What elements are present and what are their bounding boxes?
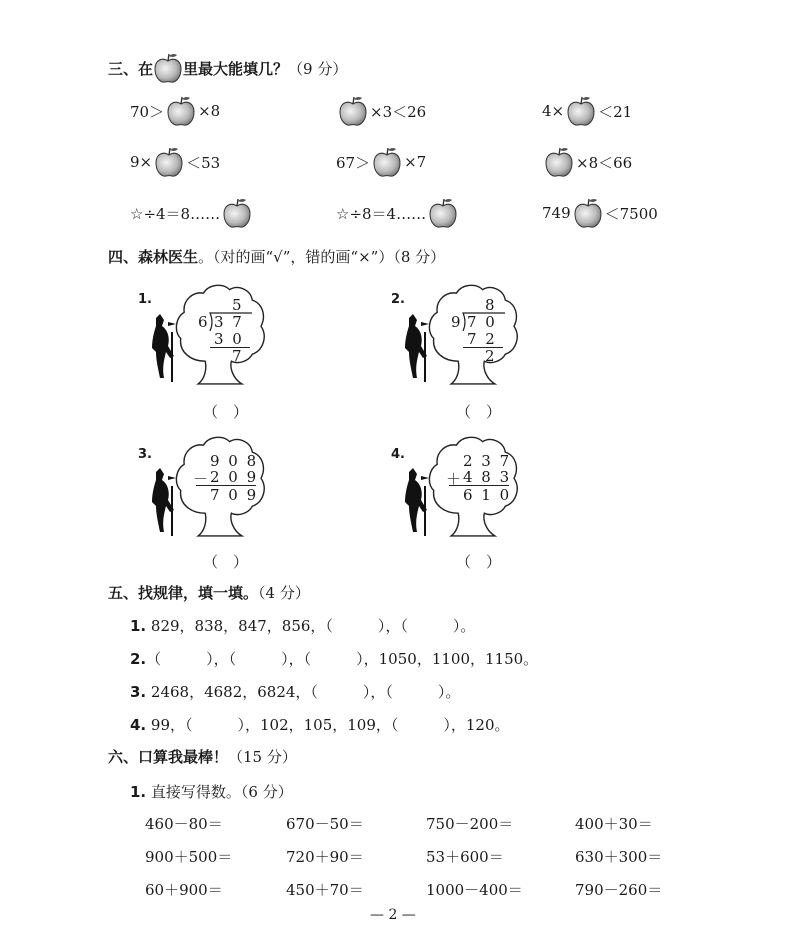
row-text: 2468，4682，6824，（ ），（ ）。 bbox=[146, 683, 461, 701]
pattern-row bbox=[130, 648, 538, 669]
expr-prefix: ☆÷4＝8…… bbox=[130, 204, 221, 223]
expr-prefix: ☆÷8＝4…… bbox=[336, 204, 427, 223]
judge-blank[interactable]: （ ） bbox=[456, 403, 502, 421]
subtrahend: 3 0 bbox=[214, 330, 244, 348]
section-3-title-2: 里最大能填几？ bbox=[183, 59, 289, 78]
section-5-points: （4 分） bbox=[258, 584, 310, 602]
expr-prefix: 9× bbox=[130, 153, 153, 171]
arithmetic-problem: 460－80＝ bbox=[145, 815, 223, 833]
expr-prefix: 4× bbox=[542, 102, 565, 120]
section-5-title: 五、找规律，填一填。 bbox=[108, 584, 259, 602]
expr-suffix: ＜53 bbox=[186, 153, 221, 172]
expr-suffix: ×7 bbox=[404, 153, 427, 171]
apple-blank-icon[interactable] bbox=[154, 146, 184, 178]
subtrahend: 7 2 bbox=[467, 330, 497, 348]
arithmetic-problem: 1000－400＝ bbox=[426, 881, 523, 899]
judge-blank[interactable]: （ ） bbox=[203, 553, 249, 571]
expr-suffix: ×8＜66 bbox=[576, 153, 633, 172]
apple-blank-icon[interactable] bbox=[222, 197, 252, 229]
arithmetic-problem: 53＋600＝ bbox=[426, 848, 504, 866]
arithmetic-problem: 720＋90＝ bbox=[286, 848, 364, 866]
arithmetic-problem: 60＋900＝ bbox=[145, 881, 223, 899]
page-number: — 2 — bbox=[370, 907, 416, 923]
section-5-header bbox=[108, 582, 310, 603]
pattern-row bbox=[130, 681, 460, 702]
pattern-row bbox=[130, 615, 475, 636]
item-label: 4. bbox=[391, 447, 405, 462]
apple-blank-icon[interactable] bbox=[338, 95, 368, 127]
item-label: 1. bbox=[138, 292, 152, 307]
result: 7 0 9 bbox=[210, 486, 259, 504]
expr-prefix: 67＞ bbox=[336, 153, 371, 172]
arithmetic-problem: 750－200＝ bbox=[426, 815, 514, 833]
judge-blank[interactable]: （ ） bbox=[456, 553, 502, 571]
apple-item bbox=[336, 95, 426, 127]
dividend: 3 7 bbox=[214, 313, 244, 331]
apple-item bbox=[130, 197, 254, 229]
item-label: 2. bbox=[391, 292, 405, 307]
row-text: （ ），（ ），（ ），1050，1100，1150。 bbox=[146, 650, 539, 668]
quotient: 8 bbox=[485, 296, 495, 314]
section-4-desc: 。（对的画“√”，错的画“×”）（8 分） bbox=[198, 248, 446, 266]
operator: ＋ bbox=[446, 470, 462, 488]
apple-blank-icon[interactable] bbox=[573, 197, 603, 229]
section-6-header bbox=[108, 746, 297, 767]
item-label: 3. bbox=[138, 447, 152, 462]
arithmetic-problem: 450＋70＝ bbox=[286, 881, 364, 899]
section-4-header bbox=[108, 246, 445, 267]
apple-item bbox=[130, 146, 220, 178]
pattern-row bbox=[130, 714, 510, 735]
apple-blank-icon[interactable] bbox=[566, 95, 596, 127]
row-number: 3. bbox=[130, 683, 147, 701]
section-3-points: （9 分） bbox=[288, 59, 348, 78]
section-6-title: 六、口算我最棒！ bbox=[108, 748, 229, 766]
addend-b: 4 8 3 bbox=[463, 468, 512, 486]
row-number: 1. bbox=[130, 617, 147, 635]
divisor: 9 bbox=[451, 313, 461, 331]
addend-a: 9 0 8 bbox=[210, 452, 259, 470]
expr-suffix: ×3＜26 bbox=[370, 102, 427, 121]
addend-b: 2 0 9 bbox=[210, 468, 259, 486]
row-number: 4. bbox=[130, 716, 147, 734]
apple-item bbox=[336, 146, 426, 178]
apple-blank-icon[interactable] bbox=[372, 146, 402, 178]
result: 6 1 0 bbox=[463, 486, 512, 504]
row-text: 829，838，847，856，（ ），（ ）。 bbox=[146, 617, 476, 635]
subsection-1-header bbox=[130, 781, 293, 802]
apple-blank-icon[interactable] bbox=[428, 197, 458, 229]
arithmetic-problem: 900＋500＝ bbox=[145, 848, 233, 866]
calc-line bbox=[463, 347, 503, 348]
quotient: 5 bbox=[232, 296, 242, 314]
apple-item bbox=[130, 95, 220, 127]
remainder: 2 bbox=[485, 347, 495, 365]
apple-blank-icon[interactable] bbox=[544, 146, 574, 178]
arithmetic-problem: 670－50＝ bbox=[286, 815, 364, 833]
expr-prefix: 749 bbox=[542, 204, 571, 222]
addend-a: 2 3 7 bbox=[463, 452, 512, 470]
apple-item bbox=[542, 146, 632, 178]
subsection-title: 直接写得数。 bbox=[146, 783, 241, 801]
divisor: 6 bbox=[198, 313, 208, 331]
operator: － bbox=[193, 470, 209, 488]
calc-line bbox=[210, 347, 250, 348]
section-3-header bbox=[108, 52, 347, 84]
row-text: 99，（ ），102，105，109，（ ），120。 bbox=[146, 716, 510, 734]
apple-item bbox=[542, 95, 632, 127]
arithmetic-problem: 400＋30＝ bbox=[575, 815, 653, 833]
section-6-points: （15 分） bbox=[228, 748, 297, 766]
apple-icon bbox=[153, 52, 183, 84]
section-4-title: 四、森林医生 bbox=[108, 248, 199, 266]
section-3-title: 三、在 bbox=[108, 59, 154, 78]
apple-item bbox=[336, 197, 460, 229]
arithmetic-problem: 790－260＝ bbox=[575, 881, 663, 899]
expr-suffix: ×8 bbox=[198, 102, 221, 120]
arithmetic-problem: 630＋300＝ bbox=[575, 848, 663, 866]
apple-blank-icon[interactable] bbox=[166, 95, 196, 127]
expr-suffix: ＜7500 bbox=[604, 204, 658, 223]
expr-suffix: ＜21 bbox=[598, 102, 633, 121]
dividend: 7 0 bbox=[467, 313, 497, 331]
remainder: 7 bbox=[232, 347, 242, 365]
judge-blank[interactable]: （ ） bbox=[203, 403, 249, 421]
subsection-number: 1. bbox=[130, 783, 147, 801]
subsection-points: （6 分） bbox=[240, 783, 293, 801]
expr-prefix: 70＞ bbox=[130, 102, 165, 121]
row-number: 2. bbox=[130, 650, 147, 668]
apple-item bbox=[542, 197, 658, 229]
